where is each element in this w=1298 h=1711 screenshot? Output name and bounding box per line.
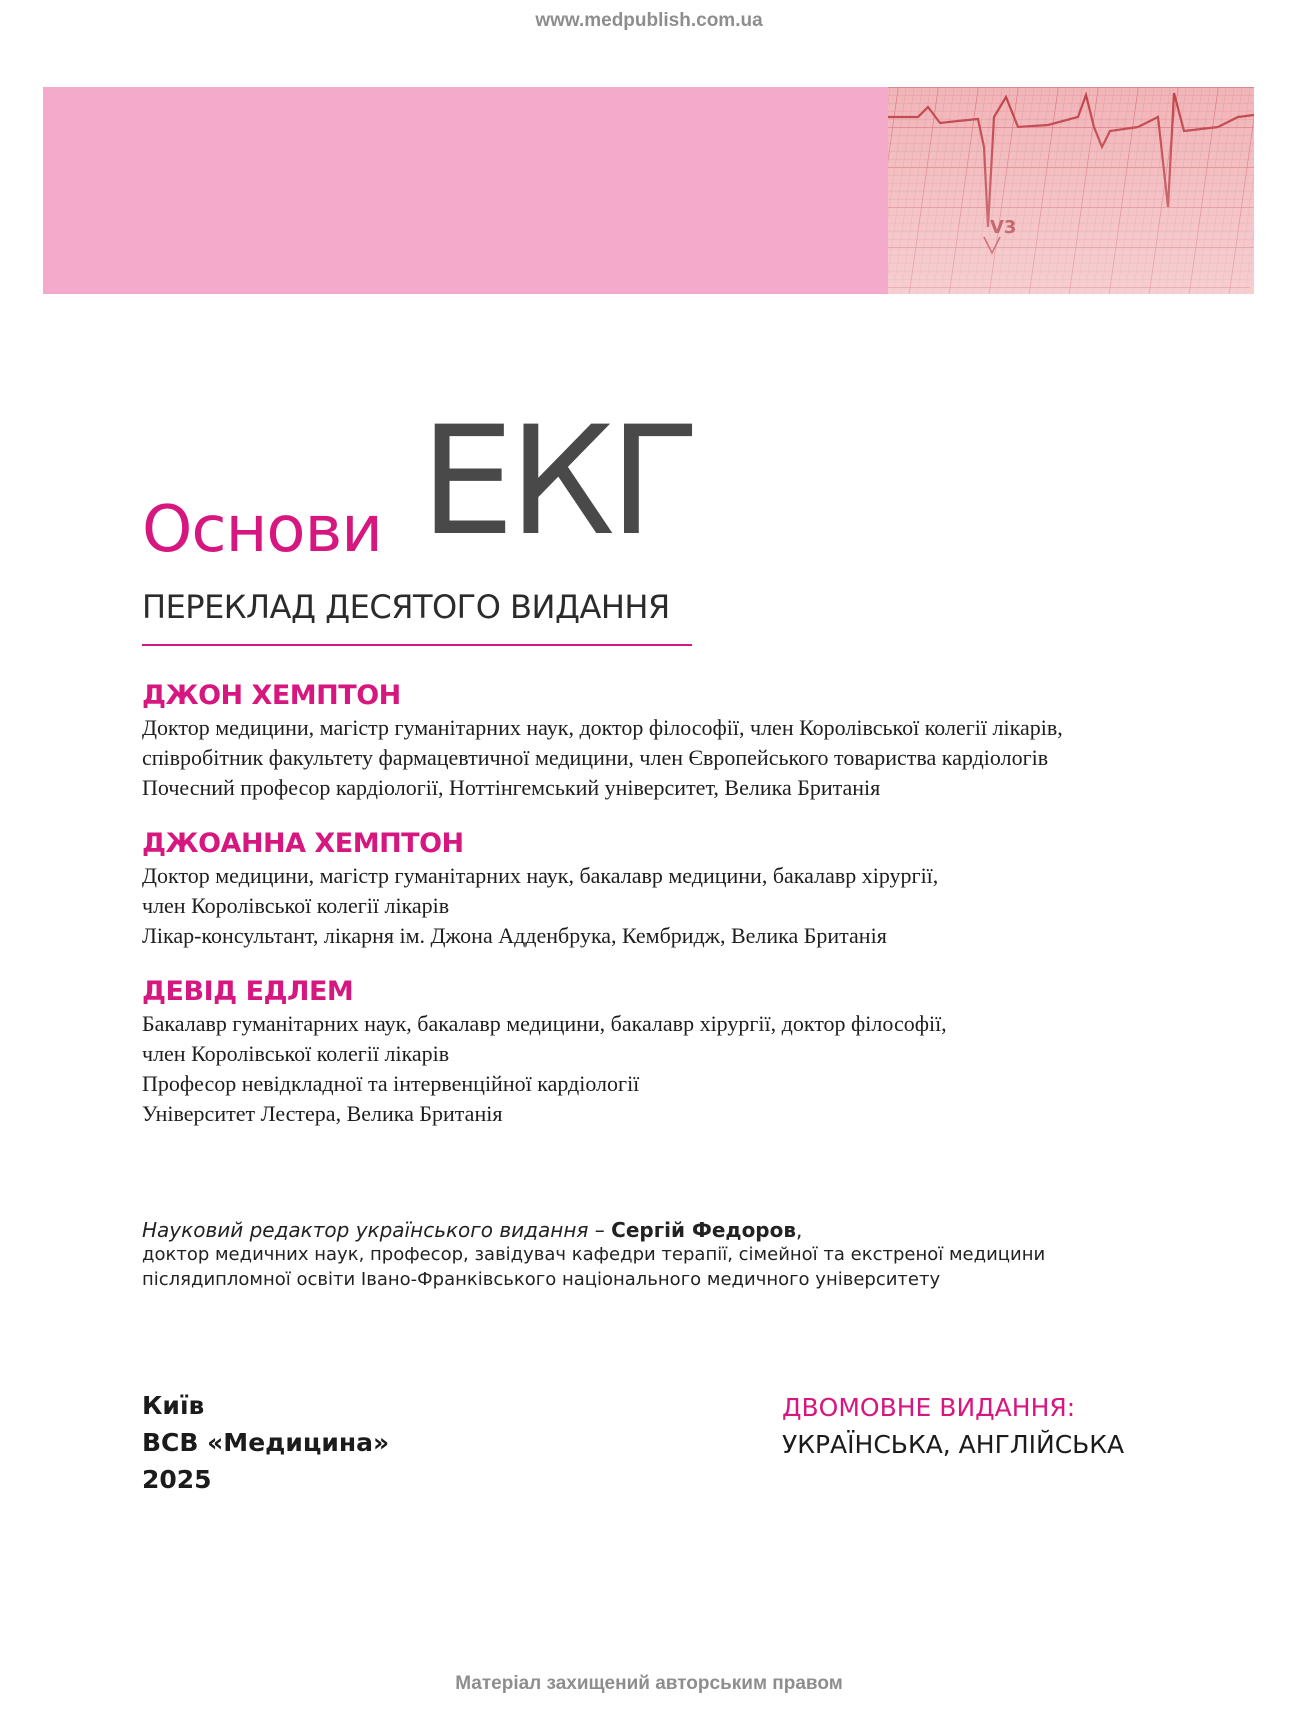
author-credential: Бакалавр гуманітарних наук, бакалавр медицини, бакалавр хірургії, доктор філософії, [142,1011,947,1036]
author-credential: член Королівської колегії лікарів [142,893,450,918]
title-small: Основи [142,493,382,567]
book-title [142,395,1042,585]
author-credential: Доктор медицини, магістр гуманітарних наук, доктор філософії, член Королівської колегії лікарів, [142,715,1063,740]
author-credential: член Королівської колегії лікарів [142,1041,450,1066]
imprint-publisher: ВСВ «Медицина» [142,1428,390,1457]
editor-name: Сергій Федоров [611,1218,797,1242]
site-url: www.medpublish.com.ua [535,10,763,31]
editor-credential: післядипломної освіти Івано-Франківського національного медичного університету [142,1269,941,1290]
imprint-city: Київ [142,1391,205,1420]
author-credential: Доктор медицини, магістр гуманітарних наук, бакалавр медицини, бакалавр хірургії, [142,863,939,888]
bilingual-edition [782,1389,1124,1463]
copyright-notice: Матеріал захищений авторським правом [455,1673,843,1694]
editor-credential: доктор медичних наук, професор, завідувач кафедри терапії, сімейної та екстреної медицини [142,1244,1046,1265]
editor-comma: , [796,1218,803,1242]
author-block [142,680,1192,803]
author-block [142,976,1192,1129]
editor-heading [142,1218,1192,1242]
scientific-editor [142,1218,1192,1292]
editor-role: Науковий редактор українського видання – [142,1218,612,1242]
title-big: ЕКГ [420,395,695,569]
author-name: ДЕВІД ЕДЛЕМ [142,976,354,1007]
publisher-imprint [142,1387,389,1498]
author-credential: Лікар-консультант, лікарня ім. Джона Адденбрука, Кембридж, Велика Британія [142,923,887,948]
author-credential: Професор невідкладної та інтервенційної кардіології [142,1071,640,1096]
author-name: ДЖОАННА ХЕМПТОН [142,828,464,859]
author-credential: Почесний професор кардіології, Ноттінгемський університет, Велика Британія [142,775,881,800]
header-banner [43,87,1254,294]
ecg-strip-graphic [888,87,1254,294]
author-block [142,828,1192,951]
author-credential: Університет Лестера, Велика Британія [142,1101,503,1126]
subtitle-divider [142,644,692,646]
bilingual-languages: УКРАЇНСЬКА, АНГЛІЙСЬКА [782,1430,1125,1459]
book-subtitle: ПЕРЕКЛАД ДЕСЯТОГО ВИДАННЯ [142,588,670,626]
imprint-year: 2025 [142,1465,212,1494]
ecg-strip-image [888,87,1254,294]
bilingual-label: ДВОМОВНЕ ВИДАННЯ: [782,1393,1076,1422]
author-credential: співробітник факультету фармацевтичної медицини, член Європейського товариства кардіологів [142,745,1049,770]
author-name: ДЖОН ХЕМПТОН [142,680,401,711]
